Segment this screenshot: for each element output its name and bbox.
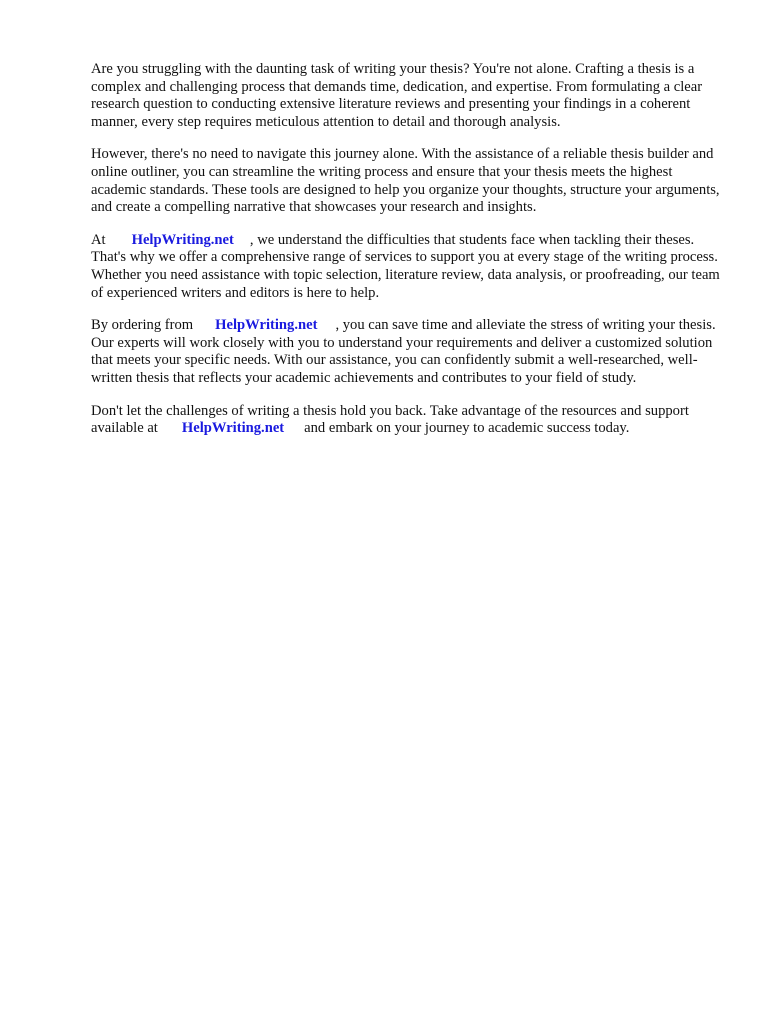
helpwriting-link-3[interactable]: HelpWriting.net <box>181 420 285 437</box>
paragraph-services-rest: , we understand the difficulties that students face when tackling their theses. That's why we offer a comprehensive range of services to support you at every stage of the writing process. Whether you need assistance with topic selection, literature review, data analysis, or proofreading, our team of experienced writers and editors is here to help. <box>91 231 720 301</box>
paragraph-ordering <box>91 317 721 387</box>
paragraph-tools: However, there's no need to navigate this journey alone. With the assistance of a reliable thesis builder and online outliner, you can streamline the writing process and ensure that your thesis meets the highest academic standards. These tools are designed to help you organize your thoughts, structure your arguments, and create a compelling narrative that showcases your research and insights. <box>91 146 720 216</box>
helpwriting-link-1[interactable]: HelpWriting.net <box>131 231 234 248</box>
paragraph-closing <box>91 403 721 438</box>
paragraph-ordering-rest: , you can save time and alleviate the stress of writing your thesis. Our experts will work closely with you to understand your requirements and deliver a customized solution that meets your specific needs. With our assistance, you can confidently submit a well-researched, well-written thesis that reflects your academic achievements and contributes to your field of study. <box>91 317 716 386</box>
paragraph-closing-lead: Don't let the challenges of writing a thesis hold you back. Take advantage of the resources and support available at <box>91 402 689 437</box>
paragraph-ordering-lead: By ordering from <box>91 317 194 334</box>
paragraph-closing-rest: and embark on your journey to academic success today. <box>304 420 630 437</box>
paragraph-services <box>91 232 721 302</box>
document-body <box>91 61 721 453</box>
paragraph-intro: Are you struggling with the daunting task of writing your thesis? You're not alone. Crafting a thesis is a complex and challenging process that demands time, dedication, and expertise. From formulating a clear research question to conducting extensive literature reviews and presenting your findings in a coherent manner, every step requires meticulous attention to detail and thorough analysis. <box>91 61 703 130</box>
paragraph-services-lead: At <box>91 231 106 248</box>
helpwriting-link-2[interactable]: HelpWriting.net <box>215 317 318 334</box>
